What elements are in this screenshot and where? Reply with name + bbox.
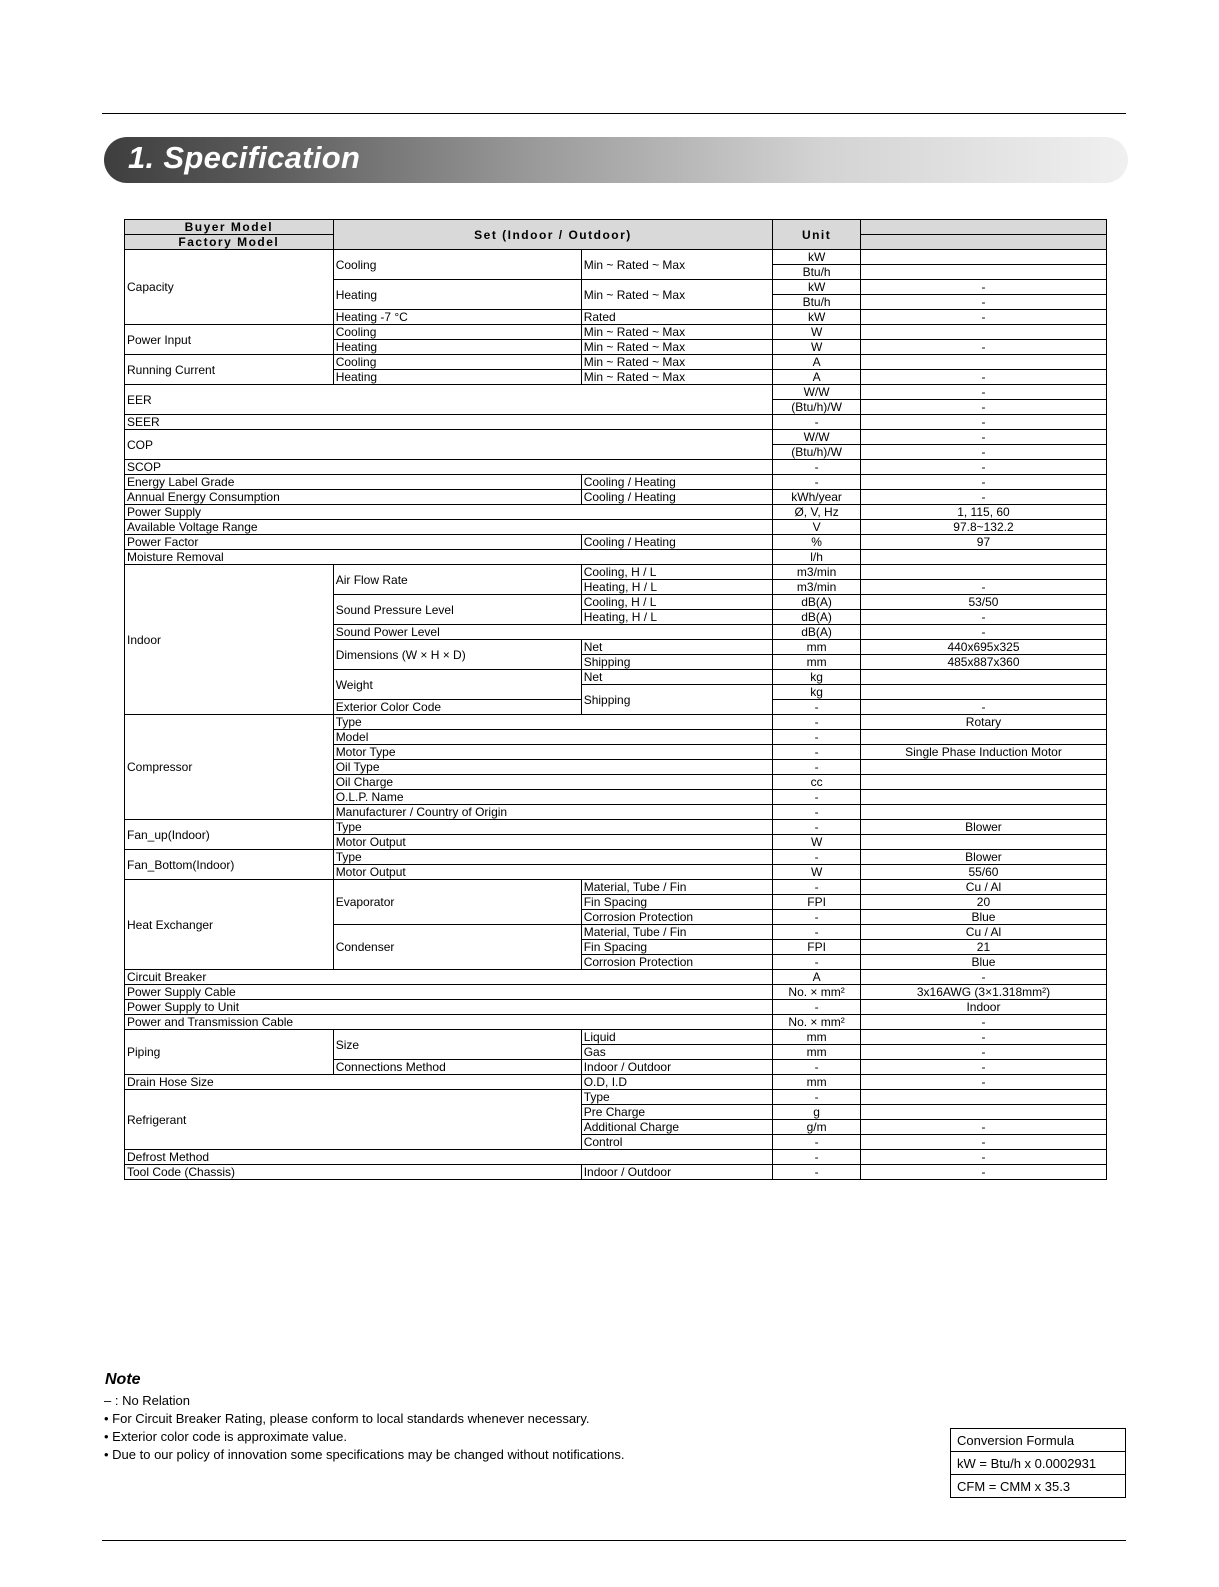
spec-row bbox=[125, 820, 1107, 835]
spec-cell bbox=[860, 250, 1106, 265]
spec-cell: - bbox=[860, 625, 1106, 640]
spec-cell: Min ~ Rated ~ Max bbox=[581, 325, 773, 340]
spec-cell bbox=[860, 1090, 1106, 1105]
spec-cell: Shipping bbox=[581, 685, 773, 715]
spec-cell: W bbox=[773, 835, 861, 850]
spec-cell: - bbox=[773, 760, 861, 775]
spec-cell: - bbox=[773, 925, 861, 940]
spec-cell: - bbox=[860, 1075, 1106, 1090]
spec-cell: Additional Charge bbox=[581, 1120, 773, 1135]
spec-cell: Blue bbox=[860, 955, 1106, 970]
spec-cell: g/m bbox=[773, 1120, 861, 1135]
spec-cell: Blower bbox=[860, 820, 1106, 835]
spec-cell: Oil Charge bbox=[333, 775, 773, 790]
spec-cell: O.D, I.D bbox=[581, 1075, 773, 1090]
spec-row bbox=[125, 970, 1107, 985]
spec-cell bbox=[860, 670, 1106, 685]
spec-cell: Pre Charge bbox=[581, 1105, 773, 1120]
spec-cell: Running Current bbox=[125, 355, 334, 385]
model-value-header bbox=[860, 220, 1106, 235]
spec-cell bbox=[860, 790, 1106, 805]
spec-cell: Cooling bbox=[333, 325, 581, 340]
note-line: • Due to our policy of innovation some specifications may be changed without notifications. bbox=[104, 1447, 625, 1462]
conversion-title: Conversion Formula bbox=[951, 1429, 1126, 1452]
spec-cell: Btu/h bbox=[773, 265, 861, 280]
spec-cell: - bbox=[860, 490, 1106, 505]
spec-cell: Power Input bbox=[125, 325, 334, 355]
spec-cell: 97 bbox=[860, 535, 1106, 550]
model-value-header bbox=[860, 235, 1106, 250]
spec-row bbox=[125, 520, 1107, 535]
spec-cell: SCOP bbox=[125, 460, 773, 475]
spec-cell: kWh/year bbox=[773, 490, 861, 505]
spec-cell: Dimensions (W × H × D) bbox=[333, 640, 581, 670]
spec-cell: Tool Code (Chassis) bbox=[125, 1165, 582, 1180]
spec-cell: Drain Hose Size bbox=[125, 1075, 582, 1090]
spec-row bbox=[125, 565, 1107, 580]
spec-cell: kW bbox=[773, 280, 861, 295]
spec-cell: kg bbox=[773, 685, 861, 700]
spec-cell: Power Supply to Unit bbox=[125, 1000, 773, 1015]
spec-cell: - bbox=[860, 1135, 1106, 1150]
spec-cell: - bbox=[773, 475, 861, 490]
spec-cell bbox=[860, 355, 1106, 370]
spec-cell: Piping bbox=[125, 1030, 334, 1075]
spec-cell bbox=[860, 775, 1106, 790]
spec-cell: - bbox=[860, 340, 1106, 355]
spec-cell: O.L.P. Name bbox=[333, 790, 773, 805]
spec-cell: No. × mm² bbox=[773, 985, 861, 1000]
spec-cell: - bbox=[860, 385, 1106, 400]
spec-cell: - bbox=[860, 1030, 1106, 1045]
spec-cell: Defrost Method bbox=[125, 1150, 773, 1165]
top-rule bbox=[102, 113, 1126, 114]
spec-row bbox=[125, 1000, 1107, 1015]
spec-cell: - bbox=[860, 1165, 1106, 1180]
spec-row bbox=[125, 1075, 1107, 1090]
spec-cell: - bbox=[773, 955, 861, 970]
spec-cell bbox=[860, 805, 1106, 820]
spec-cell: Connections Method bbox=[333, 1060, 581, 1075]
spec-cell: - bbox=[773, 1150, 861, 1165]
spec-cell: Oil Type bbox=[333, 760, 773, 775]
spec-cell: Cooling, H / L bbox=[581, 565, 773, 580]
spec-cell: Min ~ Rated ~ Max bbox=[581, 250, 773, 280]
spec-cell: - bbox=[860, 1150, 1106, 1165]
spec-cell: cc bbox=[773, 775, 861, 790]
spec-cell: Cooling / Heating bbox=[581, 475, 773, 490]
spec-cell: - bbox=[860, 1120, 1106, 1135]
spec-row bbox=[125, 415, 1107, 430]
spec-cell: EER bbox=[125, 385, 773, 415]
spec-cell: Power and Transmission Cable bbox=[125, 1015, 773, 1030]
spec-cell: Refrigerant bbox=[125, 1090, 582, 1150]
spec-cell: W/W bbox=[773, 385, 861, 400]
spec-cell: No. × mm² bbox=[773, 1015, 861, 1030]
spec-cell: l/h bbox=[773, 550, 861, 565]
spec-cell: - bbox=[860, 970, 1106, 985]
spec-cell: mm bbox=[773, 1075, 861, 1090]
note-title: Note bbox=[105, 1371, 141, 1388]
spec-cell: Min ~ Rated ~ Max bbox=[581, 340, 773, 355]
spec-cell: Min ~ Rated ~ Max bbox=[581, 370, 773, 385]
spec-cell: Cooling bbox=[333, 355, 581, 370]
spec-cell: Cooling / Heating bbox=[581, 535, 773, 550]
spec-cell: Type bbox=[333, 715, 773, 730]
spec-cell bbox=[860, 835, 1106, 850]
spec-cell: Heat Exchanger bbox=[125, 880, 334, 970]
spec-row bbox=[125, 460, 1107, 475]
spec-cell bbox=[860, 265, 1106, 280]
spec-cell: dB(A) bbox=[773, 610, 861, 625]
section-title: 1. Specification bbox=[128, 140, 361, 175]
spec-cell: Heating bbox=[333, 340, 581, 355]
spec-cell: 21 bbox=[860, 940, 1106, 955]
spec-cell: Power Supply Cable bbox=[125, 985, 773, 1000]
spec-row bbox=[125, 490, 1107, 505]
conversion-line: kW = Btu/h x 0.0002931 bbox=[951, 1452, 1126, 1475]
spec-cell: 440x695x325 bbox=[860, 640, 1106, 655]
spec-cell: - bbox=[773, 910, 861, 925]
spec-cell: A bbox=[773, 370, 861, 385]
spec-cell: - bbox=[773, 1135, 861, 1150]
spec-cell: SEER bbox=[125, 415, 773, 430]
spec-row bbox=[125, 1030, 1107, 1045]
spec-cell bbox=[860, 730, 1106, 745]
spec-cell bbox=[860, 760, 1106, 775]
spec-cell: Blower bbox=[860, 850, 1106, 865]
spec-cell: Heating, H / L bbox=[581, 580, 773, 595]
spec-cell: - bbox=[860, 1015, 1106, 1030]
spec-cell: Fan_Bottom(Indoor) bbox=[125, 850, 334, 880]
spec-cell: Condenser bbox=[333, 925, 581, 970]
spec-cell: m3/min bbox=[773, 565, 861, 580]
spec-cell: Control bbox=[581, 1135, 773, 1150]
spec-cell: A bbox=[773, 355, 861, 370]
spec-cell: Indoor bbox=[860, 1000, 1106, 1015]
spec-cell: Rotary bbox=[860, 715, 1106, 730]
spec-cell: - bbox=[860, 310, 1106, 325]
spec-cell: dB(A) bbox=[773, 595, 861, 610]
spec-row bbox=[125, 715, 1107, 730]
spec-cell: Cooling / Heating bbox=[581, 490, 773, 505]
spec-cell: - bbox=[860, 460, 1106, 475]
spec-cell: W bbox=[773, 340, 861, 355]
spec-cell: V bbox=[773, 520, 861, 535]
spec-cell: 485x887x360 bbox=[860, 655, 1106, 670]
spec-cell: Capacity bbox=[125, 250, 334, 325]
spec-row bbox=[125, 1015, 1107, 1030]
spec-cell: Fin Spacing bbox=[581, 895, 773, 910]
factory-model-header: Factory Model bbox=[125, 235, 334, 250]
spec-cell bbox=[860, 565, 1106, 580]
buyer-model-header: Buyer Model bbox=[125, 220, 334, 235]
spec-cell: Manufacturer / Country of Origin bbox=[333, 805, 773, 820]
spec-cell: Weight bbox=[333, 670, 581, 700]
spec-cell: - bbox=[773, 1165, 861, 1180]
spec-cell: - bbox=[860, 700, 1106, 715]
spec-cell: Motor Output bbox=[333, 865, 773, 880]
spec-cell: Model bbox=[333, 730, 773, 745]
spec-cell: Single Phase Induction Motor bbox=[860, 745, 1106, 760]
spec-cell bbox=[860, 1105, 1106, 1120]
spec-cell: - bbox=[860, 370, 1106, 385]
spec-cell: Air Flow Rate bbox=[333, 565, 581, 595]
spec-row bbox=[125, 325, 1107, 340]
spec-cell: g bbox=[773, 1105, 861, 1120]
note-line: • For Circuit Breaker Rating, please conform to local standards whenever necessary. bbox=[104, 1411, 590, 1426]
spec-cell: Sound Power Level bbox=[333, 625, 773, 640]
spec-cell: Type bbox=[333, 820, 773, 835]
spec-cell: kW bbox=[773, 250, 861, 265]
spec-cell: Evaporator bbox=[333, 880, 581, 925]
spec-cell: Shipping bbox=[581, 655, 773, 670]
spec-cell: - bbox=[773, 805, 861, 820]
spec-cell: Btu/h bbox=[773, 295, 861, 310]
spec-cell: - bbox=[773, 880, 861, 895]
spec-cell: - bbox=[773, 790, 861, 805]
spec-cell: FPI bbox=[773, 895, 861, 910]
spec-cell: Moisture Removal bbox=[125, 550, 773, 565]
spec-cell: Indoor bbox=[125, 565, 334, 715]
spec-cell bbox=[860, 325, 1106, 340]
spec-row bbox=[125, 1165, 1107, 1180]
note-line: • Exterior color code is approximate value. bbox=[104, 1429, 347, 1444]
spec-cell: mm bbox=[773, 1045, 861, 1060]
spec-cell: Corrosion Protection bbox=[581, 955, 773, 970]
spec-cell: Blue bbox=[860, 910, 1106, 925]
spec-cell: Material, Tube / Fin bbox=[581, 880, 773, 895]
spec-cell: Cooling, H / L bbox=[581, 595, 773, 610]
spec-row bbox=[125, 475, 1107, 490]
spec-cell: Corrosion Protection bbox=[581, 910, 773, 925]
spec-cell: Net bbox=[581, 670, 773, 685]
spec-row bbox=[125, 385, 1107, 400]
spec-cell: - bbox=[860, 1045, 1106, 1060]
spec-cell: - bbox=[860, 415, 1106, 430]
spec-cell: Type bbox=[581, 1090, 773, 1105]
spec-cell: 53/50 bbox=[860, 595, 1106, 610]
spec-cell: 3x16AWG (3×1.318mm²) bbox=[860, 985, 1106, 1000]
spec-cell: Rated bbox=[581, 310, 773, 325]
spec-cell: - bbox=[860, 400, 1106, 415]
spec-cell: Cu / Al bbox=[860, 925, 1106, 940]
spec-cell: - bbox=[860, 580, 1106, 595]
conversion-line: CFM = CMM x 35.3 bbox=[951, 1475, 1126, 1498]
spec-cell: Exterior Color Code bbox=[333, 700, 581, 715]
spec-cell: W bbox=[773, 325, 861, 340]
spec-cell: Min ~ Rated ~ Max bbox=[581, 280, 773, 310]
spec-cell: Fan_up(Indoor) bbox=[125, 820, 334, 850]
spec-cell: Circuit Breaker bbox=[125, 970, 773, 985]
spec-cell: % bbox=[773, 535, 861, 550]
spec-cell: Type bbox=[333, 850, 773, 865]
spec-cell: Size bbox=[333, 1030, 581, 1060]
spec-cell: - bbox=[773, 730, 861, 745]
spec-cell: Available Voltage Range bbox=[125, 520, 773, 535]
spec-cell: Indoor / Outdoor bbox=[581, 1060, 773, 1075]
spec-row bbox=[125, 985, 1107, 1000]
spec-cell: mm bbox=[773, 640, 861, 655]
spec-cell: - bbox=[860, 610, 1106, 625]
spec-cell: kg bbox=[773, 670, 861, 685]
spec-cell: Indoor / Outdoor bbox=[581, 1165, 773, 1180]
spec-cell: FPI bbox=[773, 940, 861, 955]
spec-cell: mm bbox=[773, 1030, 861, 1045]
spec-row bbox=[125, 1090, 1107, 1105]
spec-cell: kW bbox=[773, 310, 861, 325]
spec-row bbox=[125, 430, 1107, 445]
bottom-rule bbox=[102, 1540, 1126, 1541]
spec-cell: - bbox=[773, 850, 861, 865]
note-list bbox=[104, 1392, 625, 1464]
spec-cell: Gas bbox=[581, 1045, 773, 1060]
spec-cell: 20 bbox=[860, 895, 1106, 910]
conversion-formula-box bbox=[950, 1428, 1126, 1498]
spec-cell: - bbox=[773, 700, 861, 715]
spec-cell: A bbox=[773, 970, 861, 985]
spec-cell: Net bbox=[581, 640, 773, 655]
spec-cell: - bbox=[773, 415, 861, 430]
spec-row bbox=[125, 850, 1107, 865]
spec-cell: dB(A) bbox=[773, 625, 861, 640]
spec-cell: - bbox=[773, 1060, 861, 1075]
spec-cell: 55/60 bbox=[860, 865, 1106, 880]
unit-header: Unit bbox=[773, 220, 861, 250]
spec-row bbox=[125, 1150, 1107, 1165]
spec-cell: - bbox=[860, 1060, 1106, 1075]
spec-cell: Ø, V, Hz bbox=[773, 505, 861, 520]
spec-cell: Liquid bbox=[581, 1030, 773, 1045]
spec-row bbox=[125, 355, 1107, 370]
spec-row bbox=[125, 550, 1107, 565]
spec-cell: Sound Pressure Level bbox=[333, 595, 581, 625]
spec-cell bbox=[860, 685, 1106, 700]
spec-cell: Power Supply bbox=[125, 505, 773, 520]
spec-cell: - bbox=[860, 280, 1106, 295]
spec-cell: COP bbox=[125, 430, 773, 460]
spec-cell: Annual Energy Consumption bbox=[125, 490, 582, 505]
spec-cell: mm bbox=[773, 655, 861, 670]
header-row bbox=[125, 220, 1107, 235]
spec-cell: - bbox=[773, 715, 861, 730]
spec-cell: W bbox=[773, 865, 861, 880]
set-header: Set (Indoor / Outdoor) bbox=[333, 220, 773, 250]
spec-cell: - bbox=[773, 460, 861, 475]
spec-cell: Heating -7 °C bbox=[333, 310, 581, 325]
spec-cell: Cu / Al bbox=[860, 880, 1106, 895]
spec-cell: 1, 115, 60 bbox=[860, 505, 1106, 520]
note-line: – : No Relation bbox=[104, 1393, 190, 1408]
spec-cell: m3/min bbox=[773, 580, 861, 595]
spec-cell: Motor Type bbox=[333, 745, 773, 760]
spec-cell bbox=[860, 550, 1106, 565]
spec-cell: (Btu/h)/W bbox=[773, 400, 861, 415]
spec-cell: Motor Output bbox=[333, 835, 773, 850]
spec-cell: Energy Label Grade bbox=[125, 475, 582, 490]
spec-row bbox=[125, 250, 1107, 265]
spec-cell: Heating bbox=[333, 370, 581, 385]
spec-cell: - bbox=[860, 475, 1106, 490]
spec-cell: Compressor bbox=[125, 715, 334, 820]
spec-cell: Heating, H / L bbox=[581, 610, 773, 625]
spec-cell: - bbox=[860, 445, 1106, 460]
spec-cell: Power Factor bbox=[125, 535, 582, 550]
spec-table bbox=[124, 219, 1107, 1180]
spec-row bbox=[125, 880, 1107, 895]
spec-cell: - bbox=[773, 820, 861, 835]
spec-cell: Heating bbox=[333, 280, 581, 310]
spec-cell: - bbox=[773, 745, 861, 760]
spec-table-body bbox=[125, 220, 1107, 1180]
spec-cell: (Btu/h)/W bbox=[773, 445, 861, 460]
spec-cell: Fin Spacing bbox=[581, 940, 773, 955]
spec-cell: - bbox=[773, 1000, 861, 1015]
spec-cell: Material, Tube / Fin bbox=[581, 925, 773, 940]
spec-row bbox=[125, 535, 1107, 550]
spec-cell: - bbox=[773, 1090, 861, 1105]
spec-cell: 97.8~132.2 bbox=[860, 520, 1106, 535]
spec-cell: Min ~ Rated ~ Max bbox=[581, 355, 773, 370]
spec-cell: - bbox=[860, 430, 1106, 445]
spec-cell: Cooling bbox=[333, 250, 581, 280]
section-banner bbox=[104, 137, 1128, 183]
spec-cell: - bbox=[860, 295, 1106, 310]
spec-row bbox=[125, 505, 1107, 520]
spec-cell: W/W bbox=[773, 430, 861, 445]
